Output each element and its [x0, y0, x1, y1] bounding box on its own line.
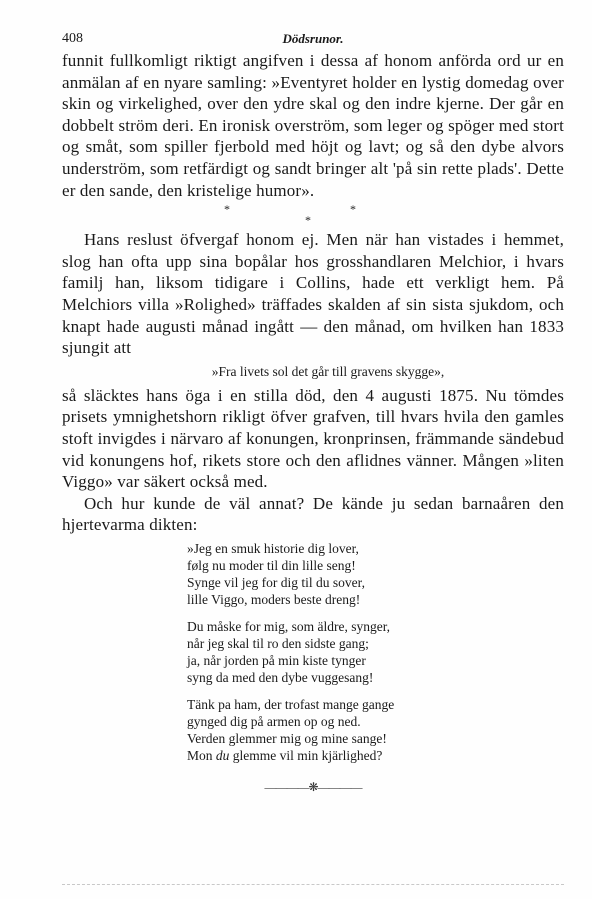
poem-stanza-2 [187, 618, 564, 687]
asterism-star-bottom: * [305, 213, 311, 228]
asterism-star-right: * [350, 202, 356, 217]
page-bottom-rule [62, 884, 564, 885]
paragraph-reslust: Hans reslust öfvergaf honom ej. Men när han vistades i hemmet, slog han ofta upp sina bopålar hos grosshandlaren Melchior, i hvars familj han, liksom tidigare i Collins, hade ett verkligt hem. På Melchiors villa »Rolighed» träffades skalden af sin sista sjukdom, och knapt hade augusti månad ingått — den månad, om hvilken han 1833 sjungit att [62, 230, 564, 358]
paragraph-continuation: funnit fullkomligt riktigt angifven i dessa af honom anförda ord ur en anmälan af en nyare samling: »Eventyret holder en lystig domedag over skin og virkelighed, over den ydre skal og den indre kjerne. Der går en dobbelt ström deri. En ironisk overström, som leger og spöger med stort og småt, som spiller fjerbold med höjt og lavt; og så den dybe alvors underström, som retfärdigt og sandt bringer alt 'på sin rette plads'. Dette er den sande, den kristelige humor». [62, 51, 564, 200]
page-body [62, 50, 564, 795]
end-ornament: ————❋———— [264, 780, 362, 795]
poem-line: når jeg skal til ro den sidste gang; [187, 635, 369, 651]
poem-stanza-1 [187, 540, 564, 609]
running-title: Dödsrunor. [282, 31, 344, 46]
page-header [62, 28, 564, 50]
poem-stanza-3 [187, 696, 564, 765]
poem-line: »Jeg en smuk historie dig lover, [187, 540, 359, 556]
section-break-asterism [62, 201, 564, 229]
poem-line [187, 747, 564, 764]
poem-line-start: Mon [187, 748, 216, 764]
poem-line: ja, når jorden på min kiste tynger [187, 653, 366, 669]
poem-line-end: glemme vil min kjärlighed? [229, 748, 383, 764]
poem-line: Synge vil jeg for dig til du sover, [187, 575, 365, 591]
quoted-verse-line: »Fra livets sol det går till gravens skygge», [211, 363, 445, 379]
asterism-star-left: * [224, 202, 230, 217]
poem-line: følg nu moder til din lille seng! [187, 558, 356, 574]
poem-line: Du måske for mig, som äldre, synger, [187, 618, 391, 634]
poem-line: gynged dig på armen op og ned. [187, 713, 361, 729]
poem-emphasis: du [215, 748, 230, 764]
poem-line: syng da med den dybe vuggesang! [187, 670, 374, 686]
paragraph-death: så släcktes hans öga i en stilla död, den 4 augusti 1875. Nu tömdes prisets ymnighetshorn rikligt öfver grafven, till hvars hvila den gamles stoft invigdes i närvaro af konungen, kronprinsen, främmande sändebud vid konungens hof, rikets store och den aflidnes vänner. Mången »liten Viggo» var säkert också med. [62, 385, 564, 492]
paragraph-poem-intro: Och hur kunde de väl annat? De kände ju sedan barnaåren den hjertevarma dikten: [62, 493, 564, 535]
poem-line: Verden glemmer mig og mine sange! [187, 730, 387, 746]
poem-line: Tänk pa ham, der trofast mange gange [187, 696, 395, 712]
poem-line: lille Viggo, moders beste dreng! [187, 592, 361, 608]
book-page [62, 28, 564, 795]
poem-block [187, 540, 564, 764]
page-number: 408 [62, 31, 83, 46]
